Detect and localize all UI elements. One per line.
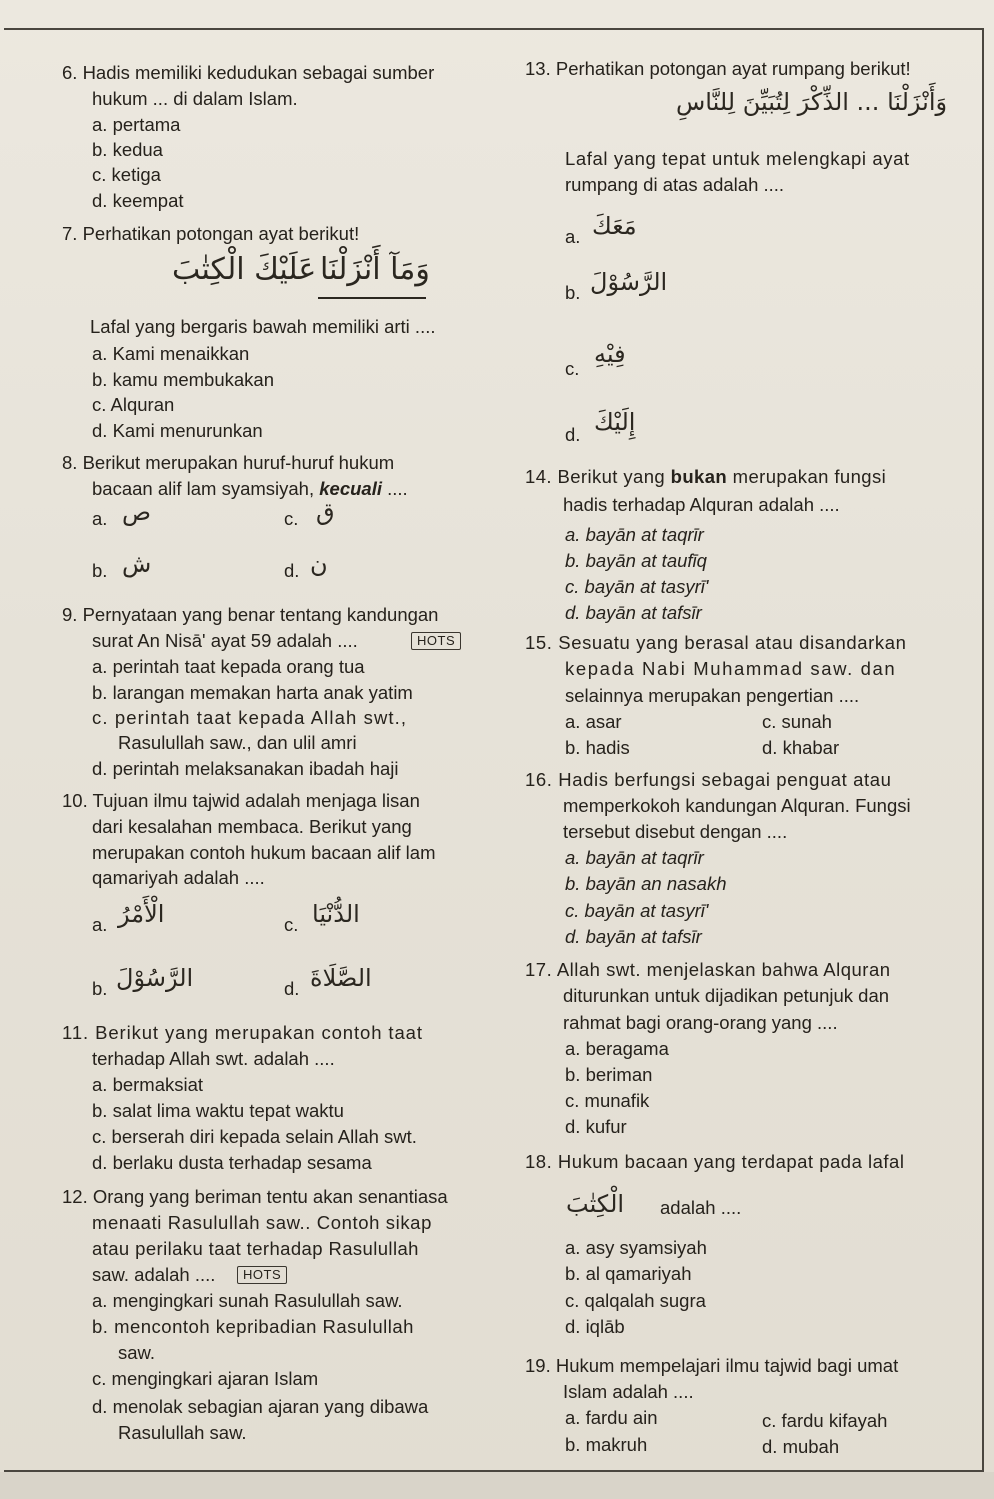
q7-underline bbox=[318, 297, 426, 299]
q14-option-d[interactable]: d. bayān at tafsīr bbox=[565, 602, 702, 623]
q11-option-d[interactable]: d. berlaku dusta terhadap sesama bbox=[92, 1152, 372, 1173]
q18-option-c[interactable]: c. qalqalah sugra bbox=[565, 1290, 706, 1311]
q19-option-a[interactable]: a. fardu ain bbox=[565, 1407, 658, 1428]
q12-hots-badge: HOTS bbox=[237, 1266, 287, 1284]
q12-option-b-line1[interactable]: b. mencontoh kepribadian Rasulullah bbox=[92, 1316, 414, 1337]
q10-option-c-arabic[interactable]: الدُّنْيَا bbox=[312, 900, 360, 928]
q15-option-d[interactable]: d. khabar bbox=[762, 737, 840, 758]
q8-stem-line1: 8. Berikut merupakan huruf-huruf hukum bbox=[62, 452, 395, 473]
q18-option-a[interactable]: a. asy syamsiyah bbox=[565, 1237, 707, 1258]
q15-option-c[interactable]: c. sunah bbox=[762, 711, 832, 732]
q9-option-c-line1[interactable]: c. perintah taat kepada Allah swt., bbox=[92, 707, 408, 728]
q14-stem-line2: hadis terhadap Alquran adalah .... bbox=[563, 494, 840, 515]
q10-option-d-arabic[interactable]: الصَّلَاةَ bbox=[310, 964, 372, 992]
q6-stem-line2: hukum ... di dalam Islam. bbox=[92, 88, 298, 109]
q19-option-b[interactable]: b. makruh bbox=[565, 1434, 648, 1455]
q10-option-c-label[interactable]: c. bbox=[284, 914, 299, 935]
q17-stem-line1: 17. Allah swt. menjelaskan bahwa Alquran bbox=[525, 959, 891, 980]
q8-stem-line2: bacaan alif lam syamsiyah, kecuali .... bbox=[92, 478, 408, 499]
q9-option-c-line2[interactable]: Rasulullah saw., dan ulil amri bbox=[118, 732, 357, 753]
q16-option-b[interactable]: b. bayān an nasakh bbox=[565, 873, 727, 894]
q16-stem-line2: memperkokoh kandungan Alquran. Fungsi bbox=[563, 795, 911, 816]
q15-option-a[interactable]: a. asar bbox=[565, 711, 622, 732]
q12-option-d-line2[interactable]: Rasulullah saw. bbox=[118, 1422, 247, 1443]
q13-option-b-label[interactable]: b. bbox=[565, 282, 581, 303]
q7-option-c[interactable]: c. Alquran bbox=[92, 394, 175, 415]
q8-kecuali: kecuali bbox=[319, 478, 382, 499]
q12-stem-line1: 12. Orang yang beriman tentu akan senantiasa bbox=[62, 1186, 448, 1207]
q13-option-a-label[interactable]: a. bbox=[565, 226, 581, 247]
q7-verse-part2: عَلَيْكَ الْكِتٰبَ bbox=[172, 252, 317, 287]
q17-option-b[interactable]: b. beriman bbox=[565, 1064, 653, 1085]
q10-stem-line3: merupakan contoh hukum bacaan alif lam bbox=[92, 842, 436, 863]
q11-option-a[interactable]: a. bermaksiat bbox=[92, 1074, 204, 1095]
q19-stem-line1: 19. Hukum mempelajari ilmu tajwid bagi umat bbox=[525, 1355, 899, 1376]
q8-option-a-label[interactable]: a. bbox=[92, 508, 108, 529]
q13-verse: وَأَنْزَلْنَا ... الذِّكْرَ لِتُبَيِّنَ لِلنَّاسِ bbox=[676, 88, 948, 116]
q16-stem-line1: 16. Hadis berfungsi sebagai penguat atau bbox=[525, 769, 892, 790]
q15-option-b[interactable]: b. hadis bbox=[565, 737, 630, 758]
q7-option-a[interactable]: a. Kami menaikkan bbox=[92, 343, 250, 364]
q13-option-a-arabic[interactable]: مَعَكَ bbox=[592, 212, 637, 240]
q12-option-b-line2[interactable]: saw. bbox=[118, 1342, 156, 1363]
q18-stem-line2: adalah .... bbox=[660, 1197, 742, 1218]
q14-stem-line1: 14. Berikut yang bukan merupakan fungsi bbox=[525, 466, 887, 487]
q10-option-a-arabic[interactable]: الْأَمْرُ bbox=[118, 900, 165, 928]
q8-option-a-letter[interactable]: ص bbox=[122, 498, 152, 526]
q16-stem-line3: tersebut disebut dengan .... bbox=[563, 821, 788, 842]
q6-stem-line1: 6. Hadis memiliki kedudukan sebagai sumber bbox=[62, 62, 435, 83]
q13-option-d-label[interactable]: d. bbox=[565, 424, 581, 445]
q7-stem: 7. Perhatikan potongan ayat berikut! bbox=[62, 223, 360, 244]
q13-option-d-arabic[interactable]: إِلَيْكَ bbox=[594, 408, 636, 436]
q11-stem-line1: 11. Berikut yang merupakan contoh taat bbox=[62, 1022, 423, 1043]
q12-option-c[interactable]: c. mengingkari ajaran Islam bbox=[92, 1368, 319, 1389]
q12-stem-line2: menaati Rasulullah saw.. Contoh sikap bbox=[92, 1212, 432, 1233]
q16-option-a[interactable]: a. bayān at taqrīr bbox=[565, 847, 704, 868]
q14-option-c[interactable]: c. bayān at tasyrī' bbox=[565, 576, 709, 597]
q19-option-c[interactable]: c. fardu kifayah bbox=[762, 1410, 888, 1431]
q15-stem-line3: selainnya merupakan pengertian .... bbox=[565, 685, 860, 706]
q10-stem-line4: qamariyah adalah .... bbox=[92, 867, 265, 888]
q17-option-a[interactable]: a. beragama bbox=[565, 1038, 669, 1059]
q16-option-d[interactable]: d. bayān at tafsīr bbox=[565, 926, 702, 947]
q11-stem-line2: terhadap Allah swt. adalah .... bbox=[92, 1048, 335, 1069]
q13-option-c-label[interactable]: c. bbox=[565, 358, 580, 379]
q8-option-c-letter[interactable]: ق bbox=[316, 498, 335, 526]
q8-option-b-label[interactable]: b. bbox=[92, 560, 108, 581]
q10-option-a-label[interactable]: a. bbox=[92, 914, 108, 935]
q7-option-d[interactable]: d. Kami menurunkan bbox=[92, 420, 263, 441]
q14-bukan: bukan bbox=[670, 466, 728, 487]
q14-option-b[interactable]: b. bayān at taufīq bbox=[565, 550, 707, 571]
q6-option-c[interactable]: c. ketiga bbox=[92, 164, 161, 185]
q8-option-c-label[interactable]: c. bbox=[284, 508, 299, 529]
q8-option-d-label[interactable]: d. bbox=[284, 560, 300, 581]
q19-stem-line2: Islam adalah .... bbox=[563, 1381, 694, 1402]
q12-stem-line3: atau perilaku taat terhadap Rasulullah bbox=[92, 1238, 419, 1259]
q11-option-b[interactable]: b. salat lima waktu tepat waktu bbox=[92, 1100, 344, 1121]
q8-option-b-letter[interactable]: ش bbox=[122, 550, 152, 578]
q9-option-a[interactable]: a. perintah taat kepada orang tua bbox=[92, 656, 365, 677]
q18-option-b[interactable]: b. al qamariyah bbox=[565, 1263, 692, 1284]
q6-option-b[interactable]: b. kedua bbox=[92, 139, 163, 160]
q17-stem-line2: diturunkan untuk dijadikan petunjuk dan bbox=[563, 985, 890, 1006]
q13-stem-line3: rumpang di atas adalah .... bbox=[565, 174, 785, 195]
q17-stem-line3: rahmat bagi orang-orang yang .... bbox=[563, 1012, 838, 1033]
q7-question: Lafal yang bergaris bawah memiliki arti .... bbox=[90, 316, 436, 337]
q19-option-d[interactable]: d. mubah bbox=[762, 1436, 840, 1457]
q12-option-a[interactable]: a. mengingkari sunah Rasulullah saw. bbox=[92, 1290, 403, 1311]
q18-stem-line1: 18. Hukum bacaan yang terdapat pada lafal bbox=[525, 1151, 905, 1172]
q9-hots-badge: HOTS bbox=[411, 632, 461, 650]
q15-stem-line2: kepada Nabi Muhammad saw. dan bbox=[565, 658, 897, 679]
q9-option-b[interactable]: b. larangan memakan harta anak yatim bbox=[92, 682, 413, 703]
q13-option-c-arabic[interactable]: فِيْهِ bbox=[594, 340, 626, 368]
q6-option-d[interactable]: d. keempat bbox=[92, 190, 184, 211]
q10-stem-line1: 10. Tujuan ilmu tajwid adalah menjaga lisan bbox=[62, 790, 420, 811]
page-bottom-edge bbox=[0, 1472, 994, 1499]
q16-option-c[interactable]: c. bayān at tasyrī' bbox=[565, 900, 709, 921]
q18-verse: الْكِتٰبَ bbox=[566, 1190, 625, 1218]
q10-option-b-arabic[interactable]: الرَّسُوْلَ bbox=[116, 964, 194, 992]
q13-option-b-arabic[interactable]: الرَّسُوْلَ bbox=[590, 268, 668, 296]
q7-verse-part1: وَمَآ أَنْزَلْنَا bbox=[320, 252, 430, 287]
q8-option-d-letter[interactable]: ن bbox=[310, 550, 328, 578]
q9-stem-line2: surat An Nisā' ayat 59 adalah .... bbox=[92, 630, 358, 651]
q10-stem-line2: dari kesalahan membaca. Berikut yang bbox=[92, 816, 412, 837]
q14-option-a[interactable]: a. bayān at taqrīr bbox=[565, 524, 704, 545]
q13-stem: 13. Perhatikan potongan ayat rumpang berikut! bbox=[525, 58, 911, 79]
q13-stem-line2: Lafal yang tepat untuk melengkapi ayat bbox=[565, 148, 910, 169]
q6-option-a[interactable]: a. pertama bbox=[92, 114, 181, 135]
q10-option-b-label[interactable]: b. bbox=[92, 978, 108, 999]
q9-stem-line1: 9. Pernyataan yang benar tentang kandungan bbox=[62, 604, 439, 625]
q11-option-c[interactable]: c. berserah diri kepada selain Allah swt. bbox=[92, 1126, 417, 1147]
q17-option-d[interactable]: d. kufur bbox=[565, 1116, 627, 1137]
q17-option-c[interactable]: c. munafik bbox=[565, 1090, 650, 1111]
q15-stem-line1: 15. Sesuatu yang berasal atau disandarkan bbox=[525, 632, 907, 653]
q9-option-d[interactable]: d. perintah melaksanakan ibadah haji bbox=[92, 758, 399, 779]
q10-option-d-label[interactable]: d. bbox=[284, 978, 300, 999]
q18-option-d[interactable]: d. iqlāb bbox=[565, 1316, 625, 1337]
q12-option-d-line1[interactable]: d. menolak sebagian ajaran yang dibawa bbox=[92, 1396, 429, 1417]
q12-stem-line4: saw. adalah .... bbox=[92, 1264, 216, 1285]
q7-option-b[interactable]: b. kamu membukakan bbox=[92, 369, 275, 390]
